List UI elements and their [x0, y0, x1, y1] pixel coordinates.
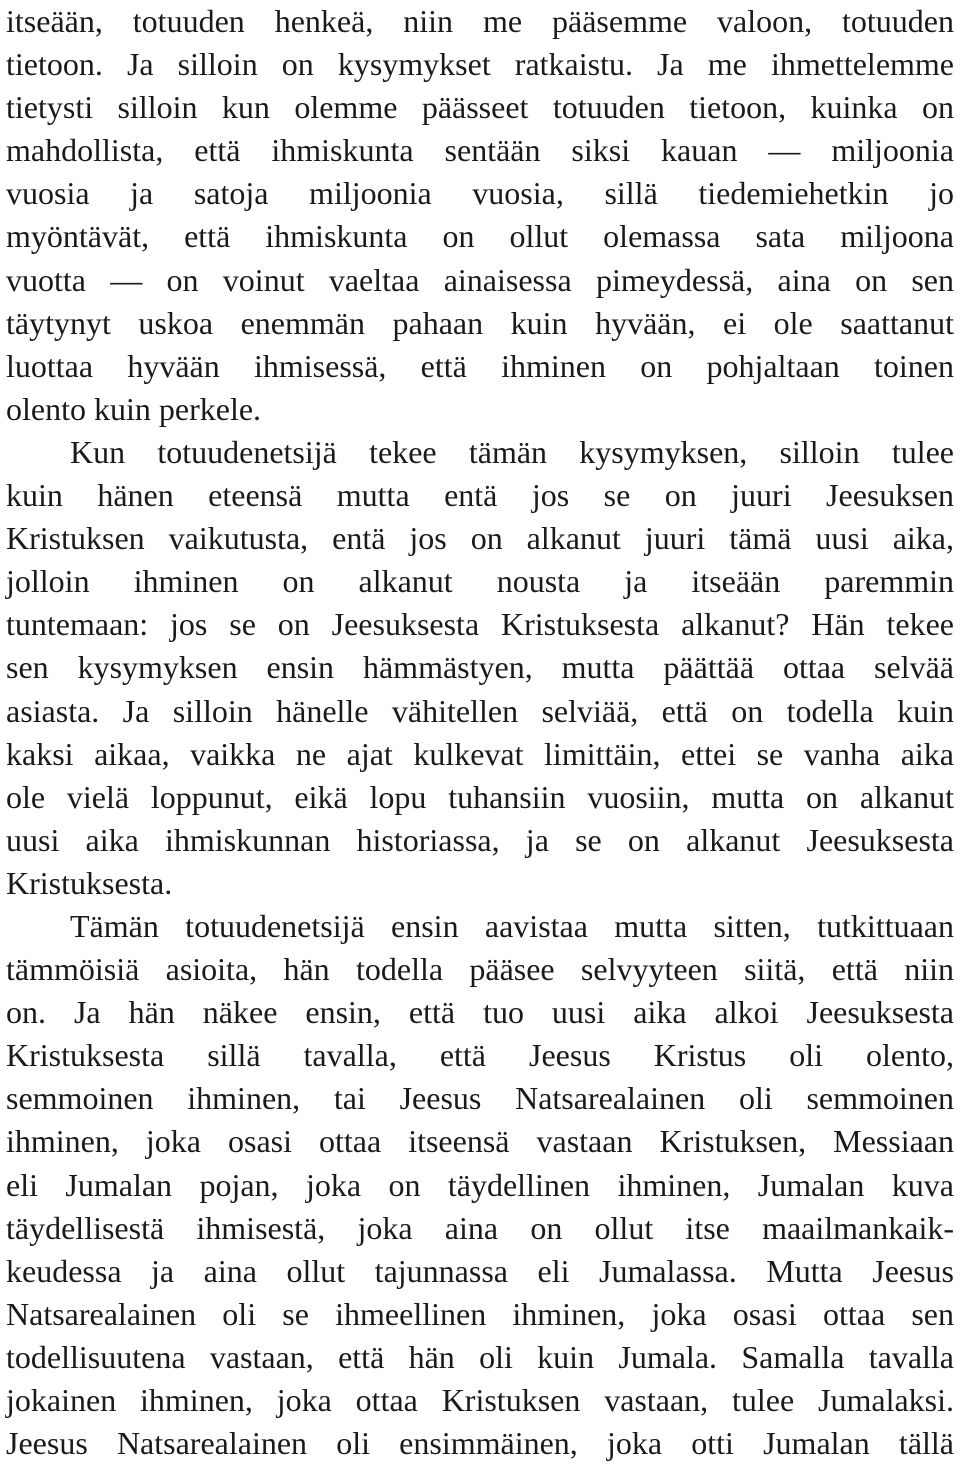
text-line: kaksi aikaa, vaikka ne ajat kulkevat limittäin, ettei se vanha aika [6, 735, 954, 772]
text-line: myöntävät, että ihmiskunta on ollut olemassa sata miljoona [6, 218, 954, 255]
text-line: Kristuksen vaikutusta, entä jos on alkanut juuri tämä uusi aika, [6, 520, 954, 557]
text-line: tuntemaan: jos se on Jeesuksesta Kristuksesta alkanut? Hän tekee [6, 606, 954, 643]
text-line: uusi aika ihmiskunnan historiassa, ja se on alkanut Jeesuksesta [6, 821, 954, 858]
text-line: on. Ja hän näkee ensin, että tuo uusi aika alkoi Jeesuksesta [6, 994, 954, 1031]
text-line: asiasta. Ja silloin hänelle vähitellen selviää, että on todella kuin [6, 692, 954, 729]
text-line: luottaa hyvään ihmisessä, että ihminen on pohjaltaan toinen [6, 347, 954, 384]
text-line: täydellisestä ihmisestä, joka aina on ollut itse maailmankaik- [6, 1209, 954, 1246]
text-line: todellisuutena vastaan, että hän oli kuin Jumala. Samalla tavalla [6, 1338, 954, 1375]
text-line: tietysti silloin kun olemme päässeet totuuden tietoon, kuinka on [6, 89, 954, 126]
text-line: jolloin ihminen on alkanut nousta ja itseään paremmin [6, 563, 954, 600]
text-line: täytynyt uskoa enemmän pahaan kuin hyvään, ei ole saattanut [6, 304, 954, 341]
text-line: Natsarealainen oli se ihmeellinen ihminen, joka osasi ottaa sen [6, 1295, 954, 1332]
text-line: Kun totuudenetsijä tekee tämän kysymyksen, silloin tulee [70, 433, 954, 470]
text-line: semmoinen ihminen, tai Jeesus Natsarealainen oli semmoinen [6, 1080, 954, 1117]
text-line: keudessa ja aina ollut tajunnassa eli Jumalassa. Mutta Jeesus [6, 1252, 954, 1289]
text-line: Jeesus Natsarealainen oli ensimmäinen, joka otti Jumalan tällä [6, 1425, 954, 1462]
paragraph-3 [6, 905, 954, 1465]
text-line: jokainen ihminen, joka ottaa Kristuksen vastaan, tulee Jumalaksi. [6, 1382, 954, 1418]
paragraph-1 [6, 0, 954, 431]
text-line: vuosia ja satoja miljoonia vuosia, sillä tiedemiehetkin jo [6, 175, 954, 212]
text-line: kuin hänen eteensä mutta entä jos se on juuri Jeesuksen [6, 477, 954, 514]
text-line: eli Jumalan pojan, joka on täydellinen ihminen, Jumalan kuva [6, 1166, 954, 1203]
text-line: tämmöisiä asioita, hän todella pääsee selvyyteen siitä, että niin [6, 951, 954, 988]
paragraph-2 [6, 431, 954, 905]
text-line: tietoon. Ja silloin on kysymykset ratkaistu. Ja me ihmettelemme [6, 46, 954, 83]
text-line: ihminen, joka osasi ottaa itseensä vastaan Kristuksen, Messiaan [6, 1123, 954, 1160]
text-line: ole vielä loppunut, eikä lopu tuhansiin vuosiin, mutta on alkanut [6, 778, 954, 815]
text-line: Kristuksesta. [6, 864, 173, 901]
text-line: vuotta ― on voinut vaeltaa ainaisessa pimeydessä, aina on sen [6, 261, 954, 298]
text-line: Tämän totuudenetsijä ensin aavistaa mutta sitten, tutkittuaan [70, 907, 954, 944]
text-line: Kristuksesta sillä tavalla, että Jeesus Kristus oli olento, [6, 1037, 954, 1074]
text-line: mahdollista, että ihmiskunta sentään siksi kauan ― miljoonia [6, 132, 954, 169]
text-line: sen kysymyksen ensin hämmästyen, mutta päättää ottaa selvää [6, 649, 954, 686]
text-line: itseään, totuuden henkeä, niin me pääsemme valoon, totuuden [6, 3, 954, 39]
text-line: olento kuin perkele. [6, 390, 262, 427]
document-page [6, 0, 954, 1465]
